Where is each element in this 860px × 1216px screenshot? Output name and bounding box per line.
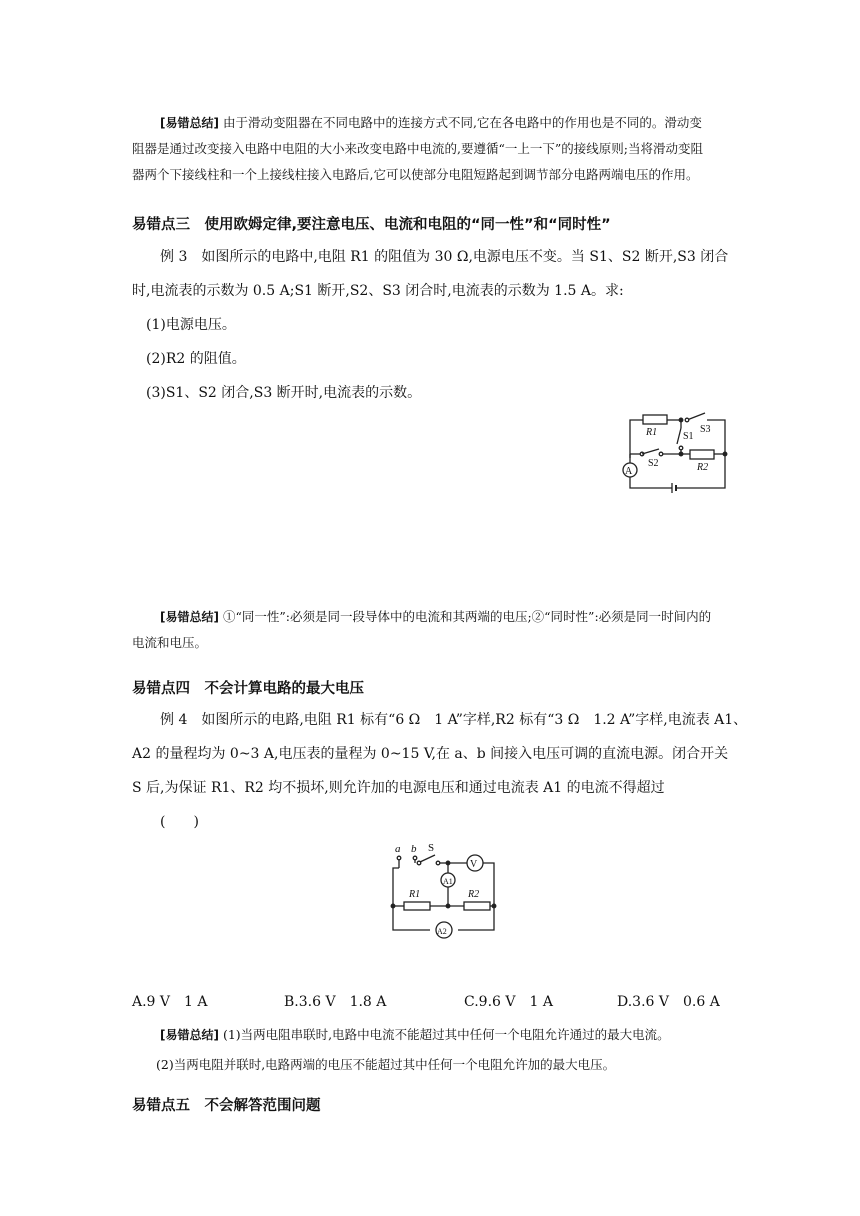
summary-tag: [易错总结] <box>160 116 219 130</box>
example-4-line-2: A2 的量程均为 0~3 A,电压表的量程为 0~15 V,在 a、b 间接入电压可调的直流电源。闭合开关 <box>132 746 729 762</box>
option-b: B.3.6 V 1.8 A <box>284 994 387 1010</box>
r1-label: R1 <box>409 889 421 900</box>
s2-label: S2 <box>648 458 659 469</box>
example-3-line-2: 时,电流表的示数为 0.5 A;S1 断开,S2、S3 闭合时,电流表的示数为 1.5 A。求: <box>132 283 624 299</box>
summary-3-line-1: (1)当两电阻串联时,电路中电流不能超过其中任何一个电阻允许通过的最大电流。 <box>218 1027 670 1042</box>
ammeter-label: A <box>625 466 633 477</box>
terminal-b-label: b <box>411 843 417 855</box>
section-heading-5: 易错点五 不会解答范围问题 <box>132 1098 321 1114</box>
option-c: C.9.6 V 1 A <box>464 994 553 1010</box>
option-d: D.3.6 V 0.6 A <box>617 994 720 1010</box>
example-3 <box>132 240 752 410</box>
ammeter-a2-label: A2 <box>437 927 447 936</box>
circuit-diagram-3 <box>615 408 735 494</box>
s1-label: S1 <box>683 431 694 442</box>
question-1: (1)电源电压。 <box>146 317 236 333</box>
voltmeter-label: V <box>470 859 478 870</box>
summary-tag: [易错总结] <box>160 1028 219 1042</box>
summary-1-line-2: 阻器是通过改变接入电路中电阻的大小来改变电路中电流的,要遵循“一上一下”的接线原则;当将滑动变阻 <box>132 141 703 156</box>
circuit-diagram-4 <box>382 838 502 940</box>
question-2: (2)R2 的阻值。 <box>146 351 246 367</box>
summary-2-line-1: ①“同一性”:必须是同一段导体中的电流和其两端的电压;②“同时性”:必须是同一时间内的 <box>218 609 712 624</box>
summary-1 <box>132 110 772 188</box>
example-4 <box>132 703 752 839</box>
option-a: A.9 V 1 A <box>132 994 208 1010</box>
r1-label: R1 <box>646 427 658 438</box>
summary-2 <box>132 604 772 656</box>
summary-3-line-2: (2)当两电阻并联时,电路两端的电压不能超过其中任何一个电阻允许加的最大电压。 <box>156 1057 616 1072</box>
r2-label: R2 <box>468 889 480 900</box>
example-4-line-3: S 后,为保证 R1、R2 均不损坏,则允许加的电源电压和通过电流表 A1 的电流不得超过 <box>132 780 665 796</box>
s3-label: S3 <box>700 424 711 435</box>
terminal-a-label: a <box>395 843 401 855</box>
summary-1-line-1: 由于滑动变阻器在不同电路中的连接方式不同,它在各电路中的作用也是不同的。滑动变 <box>218 115 702 130</box>
section-heading-4: 易错点四 不会计算电路的最大电压 <box>132 681 364 697</box>
question-3: (3)S1、S2 闭合,S3 断开时,电流表的示数。 <box>146 385 422 401</box>
answer-blank: ( ) <box>160 814 199 830</box>
summary-1-line-3: 器两个下接线柱和一个上接线柱接入电路后,它可以使部分电阻短路起到调节部分电路两端电压的作用。 <box>132 167 699 182</box>
ammeter-a1-label: A1 <box>443 877 453 886</box>
section-heading-3: 易错点三 使用欧姆定律,要注意电压、电流和电阻的“同一性”和“同时性” <box>132 217 611 233</box>
r2-label: R2 <box>697 462 709 473</box>
summary-tag: [易错总结] <box>160 610 219 624</box>
example-4-line-1: 例 4 如图所示的电路,电阻 R1 标有“6 Ω 1 A”字样,R2 标有“3 Ω 1.2 A”字样,电流表 A1、 <box>160 712 748 728</box>
example-3-line-1: 例 3 如图所示的电路中,电阻 R1 的阻值为 30 Ω,电源电压不变。当 S1、S2 断开,S3 闭合 <box>160 249 729 265</box>
summary-3 <box>132 1020 772 1080</box>
summary-2-line-2: 电流和电压。 <box>132 635 208 650</box>
switch-s-label: S <box>428 842 435 854</box>
